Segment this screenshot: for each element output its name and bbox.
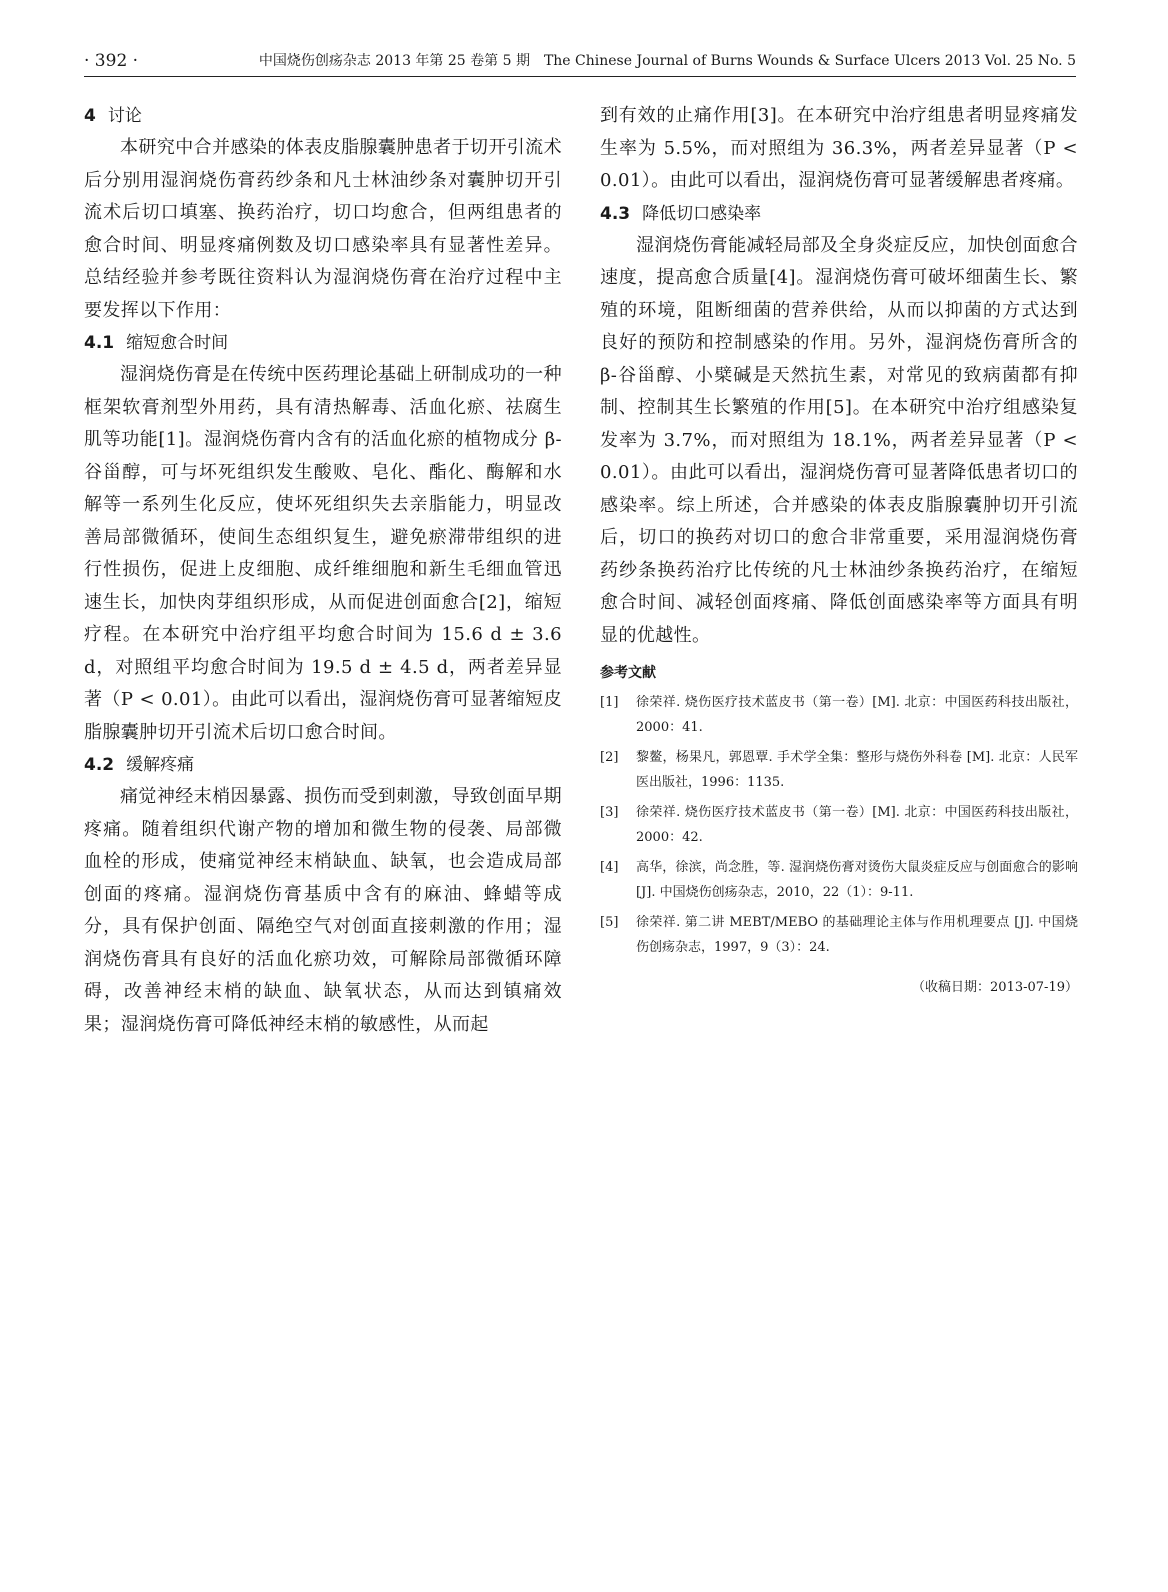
reference-item: [3] 徐荣祥. 烧伤医疗技术蓝皮书（第一卷）[M]. 北京：中国医药科技出版社，2000：42. — [600, 805, 1078, 845]
left-column — [84, 100, 562, 1041]
reference-item: [4] 高华，徐滨，尚念胜，等. 湿润烧伤膏对烫伤大鼠炎症反应与创面愈合的影响 [J]. 中国烧伤创疡杂志，2010，22（1）：9-11. — [600, 860, 1078, 900]
paragraph-healing-time: 湿润烧伤膏是在传统中医药理论基础上研制成功的一种框架软膏剂型外用药，具有清热解毒、活血化瘀、祛腐生肌等功能[1]。湿润烧伤膏内含有的活血化瘀的植物成分 β-谷甾醇，可与坏死组织发生酸败、皂化、酯化、酶解和水解等一系列生化反应，使坏死组织失去亲脂能力，明显改善局部微循环，使间生态组织复生，避免瘀滞带组织的进行性损伤，促进上皮细胞、成纤维细胞和新生毛细血管迅速生长，加快肉芽组织形成，从而促进创面愈合[2]，缩短疗程。在本研究中治疗组平均愈合时间为 15.6 d ± 3.6 d，对照组平均愈合时间为 19.5 d ± 4.5 d，两者差异显著（P < 0.01）。由此可以看出，湿润烧伤膏可显著缩短皮脂腺囊肿切开引流术后切口愈合时间。 — [84, 364, 562, 743]
paragraph-infection-rate: 湿润烧伤膏能减轻局部及全身炎症反应，加快创面愈合速度，提高愈合质量[4]。湿润烧伤膏可破坏细菌生长、繁殖的环境，阻断细菌的营养供给，从而以抑菌的方式达到良好的预防和控制感染的作用。另外，湿润烧伤膏所含的 β-谷甾醇、小檗碱是天然抗生素，对常见的致病菌都有抑制、控制其生长繁殖的作用[5]。在本研究中治疗组感染复发率为 3.7%，而对照组为 18.1%，两者差异显著（P < 0.01）。由此可以看出，湿润烧伤膏可显著降低患者切口的感染率。综上所述，合并感染的体表皮脂腺囊肿切开引流后，切口的换药对切口的愈合非常重要，采用湿润烧伤膏药纱条换药治疗比传统的凡士林油纱条换药治疗，在缩短愈合时间、减轻创面疼痛、降低创面感染率等方面具有明显的优越性。 — [600, 234, 1078, 646]
reference-item: [1] 徐荣祥. 烧伤医疗技术蓝皮书（第一卷）[M]. 北京：中国医药科技出版社，2000：41. — [600, 695, 1078, 735]
section-heading-4: 4 讨论 — [84, 106, 142, 126]
running-header — [84, 46, 1076, 77]
section-heading-4-1: 4.1 缩短愈合时间 — [84, 333, 229, 353]
section-heading-4-2: 4.2 缓解疼痛 — [84, 755, 195, 775]
right-column — [600, 100, 1078, 995]
section-heading-4-3: 4.3 降低切口感染率 — [600, 203, 762, 224]
paragraph-pain-relief: 痛觉神经末梢因暴露、损伤而受到刺激，导致创面早期疼痛。随着组织代谢产物的增加和微生物的侵袭、局部微血栓的形成，使痛觉神经末梢缺血、缺氧，也会造成局部创面的疼痛。湿润烧伤膏基质中含有的麻油、蜂蜡等成分，具有保护创面、隔绝空气对创面直接刺激的作用；湿润烧伤膏具有良好的活血化瘀功效，可解除局部微循环障碍，改善神经末梢的缺血、缺氧状态，从而达到镇痛效果；湿润烧伤膏可降低神经末梢的敏感性，从而起 — [84, 786, 562, 1035]
references-list — [600, 690, 1078, 960]
reference-item: [5] 徐荣祥. 第二讲 MEBT/MEBO 的基础理论主体与作用机理要点 [J]. 中国烧伤创疡杂志，1997，9（3）：24. — [600, 915, 1078, 955]
page-number: · 392 · — [84, 51, 139, 71]
received-date: （收稿日期：2013-07-19） — [912, 980, 1078, 995]
paragraph-discussion-intro: 本研究中合并感染的体表皮脂腺囊肿患者于切开引流术后分别用湿润烧伤膏药纱条和凡士林油纱条对囊肿切开引流术后切口填塞、换药治疗，切口均愈合，但两组患者的愈合时间、明显疼痛例数及切口感染率具有显著性差异。总结经验并参考既往资料认为湿润烧伤膏在治疗过程中主要发挥以下作用： — [84, 137, 562, 321]
paragraph-pain-relief-cont: 到有效的止痛作用[3]。在本研究中治疗组患者明显疼痛发生率为 5.5%，而对照组为 36.3%，两者差异显著（P < 0.01）。由此可以看出，湿润烧伤膏可显著缓解患者疼痛。 — [600, 105, 1078, 191]
running-head: 中国烧伤创疡杂志 2013 年第 25 卷第 5 期 The Chinese Journal of Burns Wounds & Surface Ulcers 2013 Vol. 25 No. 5 — [258, 53, 1076, 69]
references-heading: 参考文献 — [600, 665, 656, 681]
reference-item: [2] 黎鳌，杨果凡，郭恩覃. 手术学全集：整形与烧伤外科卷 [M]. 北京：人民军医出版社，1996：1135. — [600, 750, 1078, 790]
